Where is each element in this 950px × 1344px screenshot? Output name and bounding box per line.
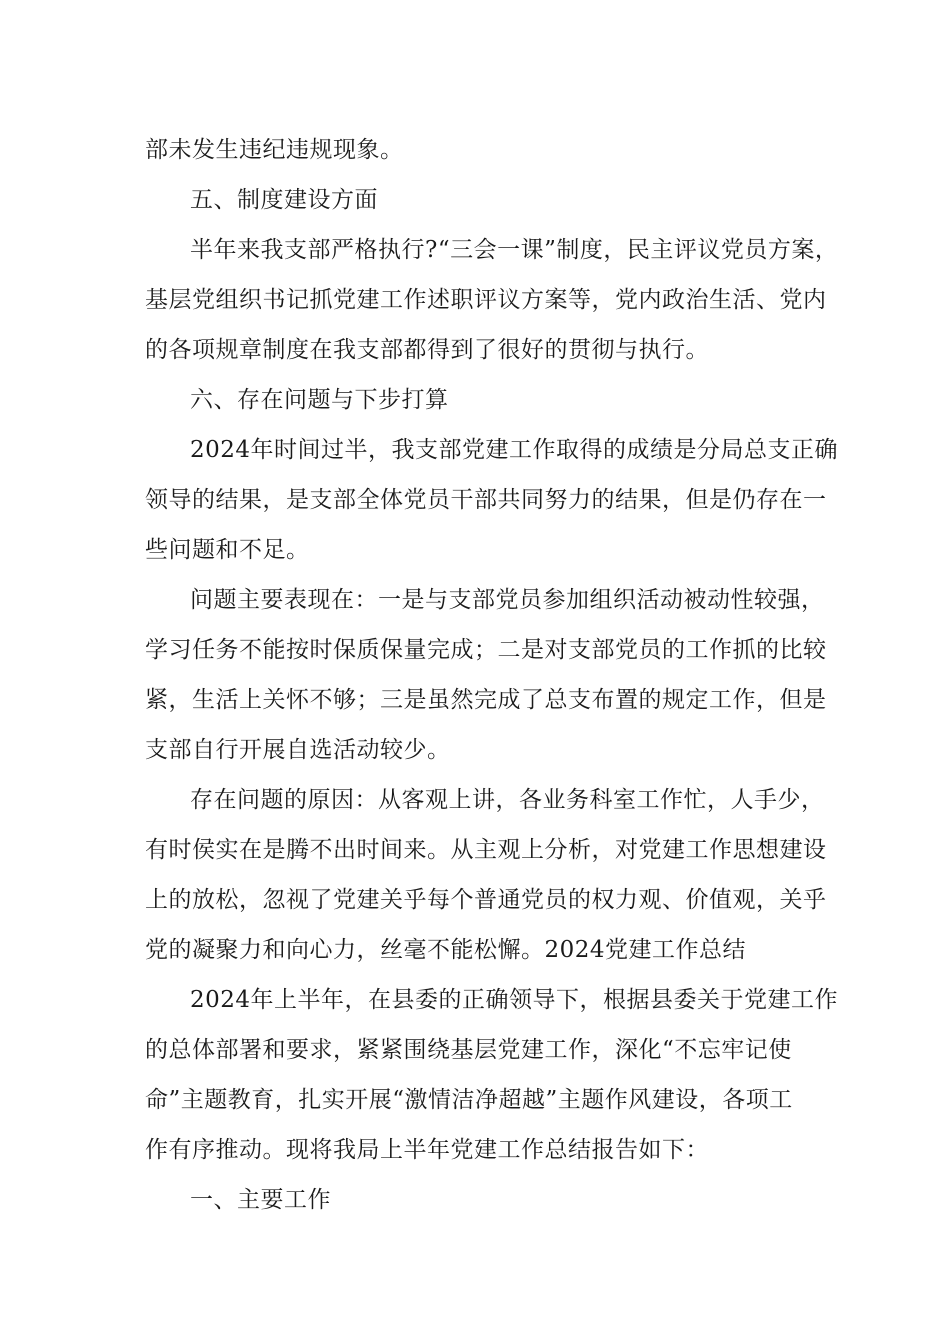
paragraph-line: 上的放松，忽视了党建关乎每个普通党员的权力观、价值观，关乎 bbox=[145, 887, 827, 913]
section-heading: 六、存在问题与下步打算 bbox=[190, 387, 449, 413]
paragraph-line: 2024年上半年，在县委的正确领导下，根据县委关于党建工作 bbox=[190, 987, 839, 1013]
paragraph-line: 部未发生违纪违规现象。 bbox=[145, 137, 404, 163]
paragraph-line: 领导的结果，是支部全体党员干部共同努力的结果，但是仍存在一 bbox=[145, 487, 827, 513]
paragraph-line: 存在问题的原因：从客观上讲，各业务科室工作忙，人手少， bbox=[190, 787, 825, 813]
paragraph-line: 作有序推动。现将我局上半年党建工作总结报告如下： bbox=[145, 1137, 709, 1163]
paragraph-line: 2024年时间过半，我支部党建工作取得的成绩是分局总支正确 bbox=[190, 437, 839, 463]
paragraph-line: 基层党组织书记抓党建工作述职评议方案等，党内政治生活、党内 bbox=[145, 287, 827, 313]
paragraph-line: 学习任务不能按时保质保量完成；二是对支部党员的工作抓的比较 bbox=[145, 637, 827, 663]
paragraph-line: 有时侯实在是腾不出时间来。从主观上分析，对党建工作思想建设 bbox=[145, 837, 827, 863]
paragraph-line: 支部自行开展自选活动较少。 bbox=[145, 737, 451, 763]
paragraph-line: 命”主题教育，扎实开展“激情洁净超越”主题作风建设，各项工 bbox=[145, 1087, 793, 1113]
paragraph-line: 党的凝聚力和向心力，丝毫不能松懈。2024党建工作总结 bbox=[145, 937, 747, 963]
paragraph-line: 些问题和不足。 bbox=[145, 537, 310, 563]
section-heading: 五、制度建设方面 bbox=[190, 187, 378, 213]
paragraph-line: 问题主要表现在：一是与支部党员参加组织活动被动性较强， bbox=[190, 587, 825, 613]
paragraph-line: 的总体部署和要求，紧紧围绕基层党建工作，深化“不忘牢记使 bbox=[145, 1037, 792, 1063]
paragraph-line: 的各项规章制度在我支部都得到了很好的贯彻与执行。 bbox=[145, 337, 709, 363]
paragraph-line: 半年来我支部严格执行?“三会一课”制度，民主评议党员方案， bbox=[190, 237, 839, 263]
paragraph-line: 紧，生活上关怀不够；三是虽然完成了总支布置的规定工作，但是 bbox=[145, 687, 827, 713]
section-heading: 一、主要工作 bbox=[190, 1187, 331, 1213]
